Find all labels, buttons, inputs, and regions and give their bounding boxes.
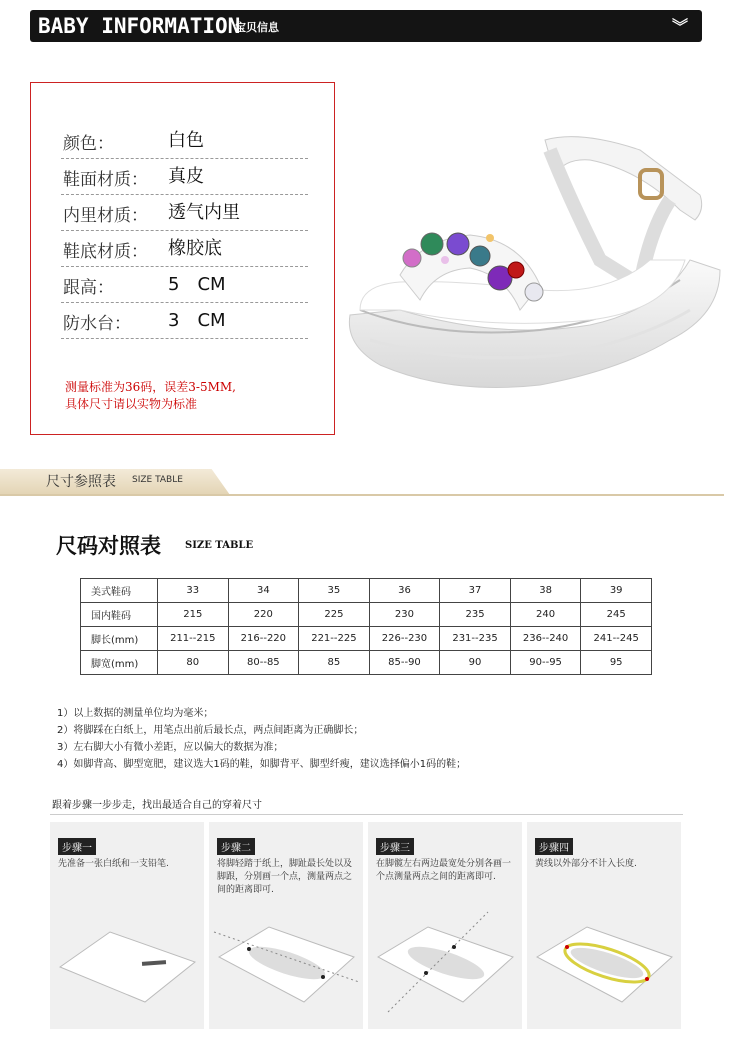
table-cell: 38: [510, 579, 581, 603]
table-row: [81, 651, 652, 675]
heading-divider: [50, 814, 683, 815]
table-cell: 80--85: [228, 651, 299, 675]
step-card-2: [209, 822, 363, 1029]
row-header: 脚长(mm): [81, 627, 158, 651]
attr-row-platform: [61, 305, 308, 339]
table-cell: 36: [369, 579, 440, 603]
table-row: [81, 627, 652, 651]
size-section-divider: [0, 462, 750, 496]
row-header: 美式鞋码: [81, 579, 158, 603]
step-badge: 步骤三: [376, 838, 414, 855]
table-cell: 37: [440, 579, 511, 603]
table-cell: 85: [299, 651, 370, 675]
tab-label: 尺寸参照表: [46, 474, 116, 490]
table-cell: 80: [158, 651, 229, 675]
step-card-3: [368, 822, 522, 1029]
note-line: 测量标准为36码，误差3-5MM,: [65, 380, 236, 394]
table-cell: 225: [299, 603, 370, 627]
step-card-1: [50, 822, 204, 1029]
tab-sublabel: SIZE TABLE: [132, 475, 183, 485]
step-badge: 步骤四: [535, 838, 573, 855]
chevron-down-icon[interactable]: ︾: [671, 17, 688, 36]
step-badge: 步骤一: [58, 838, 96, 855]
attr-value: 白色: [168, 130, 204, 151]
foot-on-paper-icon: [209, 907, 363, 1017]
table-cell: 241--245: [581, 627, 652, 651]
attr-key: 颜色：: [63, 134, 114, 154]
divider-line: [0, 494, 724, 496]
note-line: 具体尺寸请以实物为标准: [65, 397, 198, 411]
attr-key: 鞋底材质：: [63, 242, 148, 262]
note-item: 1）以上数据的测量单位均为毫米；: [57, 708, 214, 719]
table-cell: 245: [581, 603, 652, 627]
measure-steps: [50, 822, 683, 1029]
note-item: 4）如脚背高、脚型宽肥，建议选大1码的鞋，如脚背平、脚型纤瘦，建议选择偏小1码的鞋；: [57, 759, 467, 770]
table-cell: 231--235: [440, 627, 511, 651]
table-cell: 90--95: [510, 651, 581, 675]
sandal-product-image: [340, 110, 740, 440]
size-table: [80, 578, 652, 675]
table-cell: 220: [228, 603, 299, 627]
note-item: 2）将脚踩在白纸上，用笔点出前后最长点，两点间距离为正确脚长；: [57, 725, 364, 736]
banner-title: BABY INFORMATION: [38, 14, 241, 38]
attr-row-upper: [61, 161, 308, 195]
step-desc: 在脚髋左右两边最宽处分别各画一个点测量两点之间的距离即可.: [376, 859, 512, 882]
attr-row-heel: [61, 269, 308, 303]
info-banner: [30, 10, 702, 42]
attr-value: 3 CM: [168, 310, 226, 331]
table-cell: 35: [299, 579, 370, 603]
note-item: 3）左右脚大小有微小差距，应以偏大的数据为准；: [57, 742, 284, 753]
table-cell: 230: [369, 603, 440, 627]
banner-subtitle: 宝贝信息: [235, 21, 279, 34]
step-desc: 黄线以外部分不计入长度.: [535, 859, 637, 869]
table-cell: 215: [158, 603, 229, 627]
row-header: 国内鞋码: [81, 603, 158, 627]
table-cell: 221--225: [299, 627, 370, 651]
attr-row-sole: [61, 233, 308, 267]
attr-value: 5 CM: [168, 274, 226, 295]
attr-key: 防水台：: [63, 314, 131, 334]
table-cell: 226--230: [369, 627, 440, 651]
table-cell: 211--215: [158, 627, 229, 651]
attr-row-color: [61, 125, 308, 159]
foot-width-icon: [368, 907, 522, 1017]
foot-outline-icon: [527, 907, 681, 1017]
table-cell: 95: [581, 651, 652, 675]
table-cell: 34: [228, 579, 299, 603]
table-cell: 39: [581, 579, 652, 603]
paper-pencil-icon: [50, 907, 204, 1017]
table-cell: 240: [510, 603, 581, 627]
size-table-title: 尺码对照表: [56, 533, 161, 558]
table-cell: 85--90: [369, 651, 440, 675]
step-card-4: [527, 822, 681, 1029]
attr-value: 橡胶底: [168, 238, 222, 259]
attr-value: 真皮: [168, 166, 204, 187]
table-cell: 235: [440, 603, 511, 627]
table-cell: 33: [158, 579, 229, 603]
table-cell: 216--220: [228, 627, 299, 651]
size-table-subtitle: SIZE TABLE: [185, 540, 254, 551]
step-badge: 步骤二: [217, 838, 255, 855]
attr-key: 跟高：: [63, 278, 114, 298]
steps-heading: 跟着步骤一步步走，找出最适合自己的穿着尺寸: [52, 800, 262, 811]
table-cell: 236--240: [510, 627, 581, 651]
attr-row-lining: [61, 197, 308, 231]
attr-key: 内里材质：: [63, 206, 148, 226]
table-row: [81, 579, 652, 603]
table-row: [81, 603, 652, 627]
measure-note: [65, 379, 236, 413]
row-header: 脚宽(mm): [81, 651, 158, 675]
attr-value: 透气内里: [168, 202, 240, 223]
attr-key: 鞋面材质：: [63, 170, 148, 190]
table-cell: 90: [440, 651, 511, 675]
step-desc: 先准备一张白纸和一支铅笔.: [58, 859, 169, 869]
attribute-box: [30, 82, 335, 435]
measurement-notes: [57, 705, 466, 773]
step-desc: 将脚轻踏于纸上，脚趾最长处以及脚跟，分别画一个点，测量两点之间的距离即可.: [217, 859, 353, 895]
